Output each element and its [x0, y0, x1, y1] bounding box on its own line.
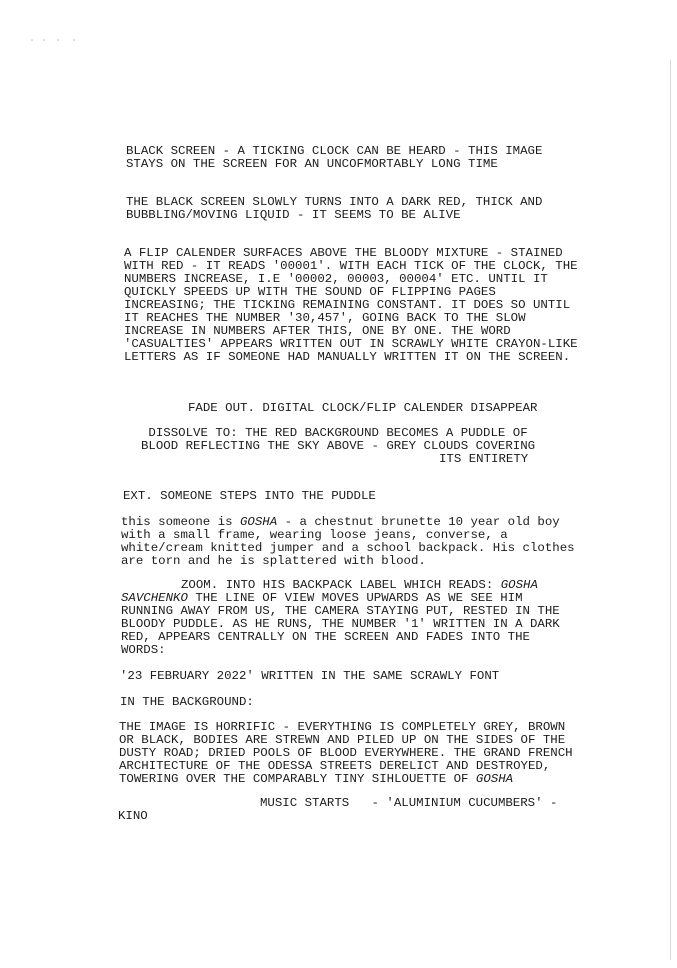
- text-line: INCREASING; THE TICKING REMAINING CONSTANT. IT DOES SO UNTIL: [124, 298, 571, 312]
- text-line: are torn and he is splattered with blood.: [121, 554, 426, 568]
- text-line: 'CASUALTIES' APPEARS WRITTEN OUT IN SCRAWLY WHITE CRAYON-LIKE: [124, 337, 578, 351]
- text-line: BLOOD REFLECTING THE SKY ABOVE - GREY CLOUDS COVERING: [141, 439, 536, 453]
- background-heading: [120, 696, 254, 709]
- text-line: ARCHITECTURE OF THE ODESSA STREETS DERELICT AND DESTROYED,: [119, 759, 551, 773]
- text-fragment: TOWERING OVER THE COMPARABLY TINY SIHLOUETTE OF: [119, 772, 476, 786]
- background-description: [119, 721, 573, 786]
- text-line: RED, APPEARS CENTRALLY ON THE SCREEN AND FADES INTO THE: [121, 630, 530, 644]
- transition-fade-out: [188, 402, 537, 415]
- music-cue: [260, 797, 557, 810]
- scan-edge-line: [670, 60, 671, 960]
- text-line: IT REACHES THE NUMBER '30,457', GOING BACK TO THE SLOW: [124, 311, 526, 325]
- character-description: [121, 516, 575, 568]
- text-line: NUMBERS INCREASE, I.E '00002, 00003, 00004' ETC. UNTIL IT: [124, 272, 548, 286]
- text-line: IN THE BACKGROUND:: [120, 695, 254, 709]
- text-line: FADE OUT. DIGITAL CLOCK/FLIP CALENDER DISAPPEAR: [188, 401, 538, 415]
- text-line: DUSTY ROAD; DRIED POOLS OF BLOOD EVERYWHERE. THE GRAND FRENCH: [119, 746, 573, 760]
- text-line: RUNNING AWAY FROM US, THE CAMERA STAYING PUT, RESTED IN THE: [121, 604, 560, 618]
- text-line: [119, 773, 573, 786]
- character-name: GOSHA: [500, 578, 538, 592]
- text-line: INCREASE IN NUMBERS AFTER THIS, ONE BY ONE. THE WORD: [124, 324, 511, 338]
- text-line: BLOODY PUDDLE. AS HE RUNS, THE NUMBER '1' WRITTEN IN A DARK: [121, 617, 560, 631]
- character-name: GOSHA: [239, 515, 278, 529]
- text-line: white/cream knitted jumper and a school backpack. His clothes: [121, 541, 575, 555]
- action-flip-calender: [124, 247, 578, 364]
- text-line: ITS ENTIRETY: [439, 452, 529, 466]
- text-fragment: - a chestnut brunette 10 year old boy: [277, 515, 560, 529]
- action-black-screen: [126, 145, 542, 171]
- text-line: WITH RED - IT READS '00001'. WITH EACH TICK OF THE CLOCK, THE: [124, 259, 578, 273]
- text-line: LETTERS AS IF SOMEONE HAD MANUALLY WRITTEN IT ON THE SCREEN.: [124, 350, 571, 364]
- action-zoom-backpack: [121, 579, 560, 657]
- music-artist: [118, 810, 148, 823]
- text-line: QUICKLY SPEEDS UP WITH THE SOUND OF FLIPPING PAGES: [124, 285, 496, 299]
- text-line: STAYS ON THE SCREEN FOR AN UNCOFMORTABLY LONG TIME: [126, 157, 498, 171]
- text-line: KINO: [118, 809, 148, 823]
- text-line: DISSOLVE TO: THE RED BACKGROUND BECOMES A PUDDLE OF: [141, 426, 528, 440]
- action-red-liquid: [126, 196, 542, 222]
- date-caption: [120, 670, 499, 683]
- text-fragment: this someone is: [121, 515, 240, 529]
- character-name: GOSHA: [475, 772, 514, 786]
- text-line: THE IMAGE IS HORRIFIC - EVERYTHING IS COMPLETELY GREY, BROWN: [119, 720, 566, 734]
- text-fragment: ZOOM. INTO HIS BACKPACK LABEL WHICH READS:: [181, 578, 501, 592]
- text-fragment: THE LINE OF VIEW MOVES UPWARDS AS WE SEE HIM: [187, 591, 523, 605]
- character-surname: SAVCHENKO: [121, 591, 188, 605]
- text-line: WORDS:: [121, 643, 166, 657]
- text-line: OR BLACK, BODIES ARE STREWN AND PILED UP ON THE SIDES OF THE: [119, 733, 566, 747]
- text-line: with a small frame, wearing loose jeans, converse, a: [121, 528, 508, 542]
- transition-dissolve: [141, 427, 535, 466]
- text-line: MUSIC STARTS - 'ALUMINIUM CUCUMBERS' -: [260, 796, 558, 810]
- text-line: BLACK SCREEN - A TICKING CLOCK CAN BE HEARD - THIS IMAGE: [126, 144, 543, 158]
- scan-artifact-dots: [30, 38, 90, 42]
- scene-heading: [123, 490, 376, 503]
- text-line: EXT. SOMEONE STEPS INTO THE PUDDLE: [123, 489, 376, 503]
- text-line: THE BLACK SCREEN SLOWLY TURNS INTO A DARK RED, THICK AND: [126, 195, 543, 209]
- text-line: BUBBLING/MOVING LIQUID - IT SEEMS TO BE ALIVE: [126, 208, 461, 222]
- text-line: A FLIP CALENDER SURFACES ABOVE THE BLOODY MIXTURE - STAINED: [124, 246, 563, 260]
- text-line: '23 FEBRUARY 2022' WRITTEN IN THE SAME SCRAWLY FONT: [120, 669, 500, 683]
